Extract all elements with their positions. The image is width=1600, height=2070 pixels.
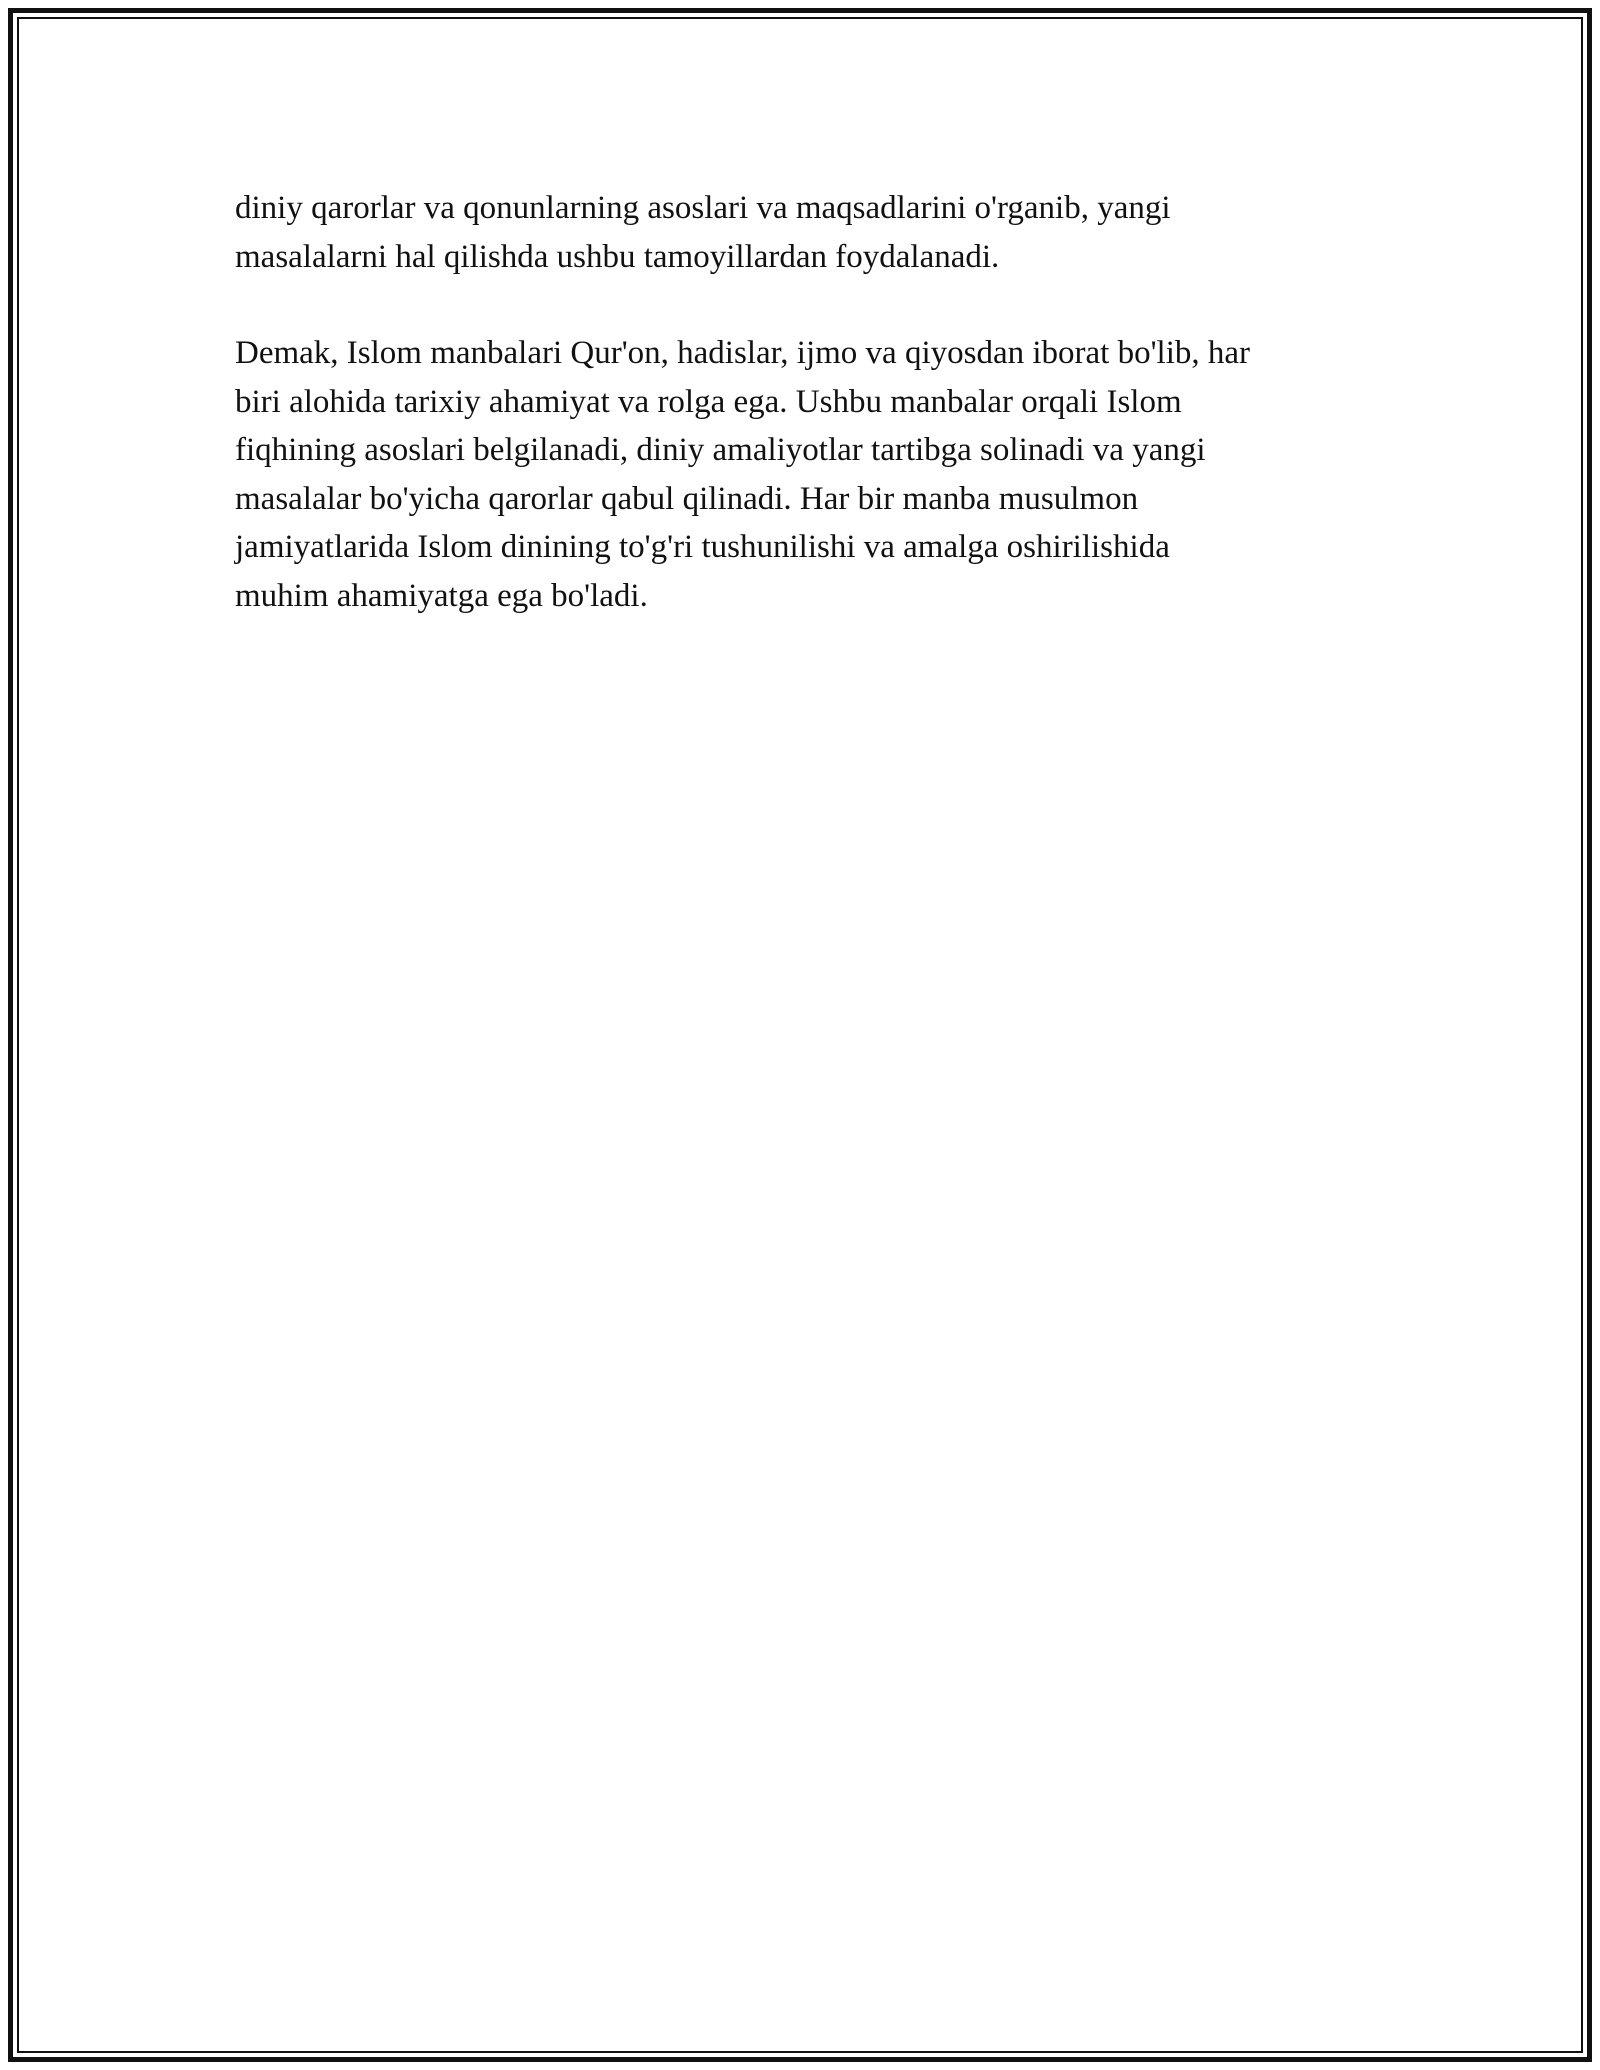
paragraph-2 bbox=[235, 329, 1375, 620]
text-line: masalalar bo'yicha qarorlar qabul qilinadi. Har bir manba musulmon bbox=[235, 480, 1139, 517]
text-line: masalalarni hal qilishda ushbu tamoyillardan foydalanadi. bbox=[235, 238, 1000, 275]
text-line: diniy qarorlar va qonunlarning asoslari va maqsadlarini o'rganib, yangi bbox=[235, 190, 1171, 226]
paragraph-1 bbox=[235, 184, 1375, 281]
page-body bbox=[235, 184, 1375, 668]
text-line: fiqhining asoslari belgilanadi, diniy amaliyotlar tartibga solinadi va yangi bbox=[235, 432, 1206, 468]
text-line: Demak, Islom manbalari Qur'on, hadislar, ijmo va qiyosdan iborat bo'lib, har bbox=[235, 335, 1251, 371]
text-line: jamiyatlarida Islom dinining to'g'ri tushunilishi va amalga oshirilishida bbox=[235, 529, 1170, 565]
text-line: muhim ahamiyatga ega bo'ladi. bbox=[235, 577, 648, 614]
text-line: biri alohida tarixiy ahamiyat va rolga ega. Ushbu manbalar orqali Islom bbox=[235, 383, 1182, 420]
